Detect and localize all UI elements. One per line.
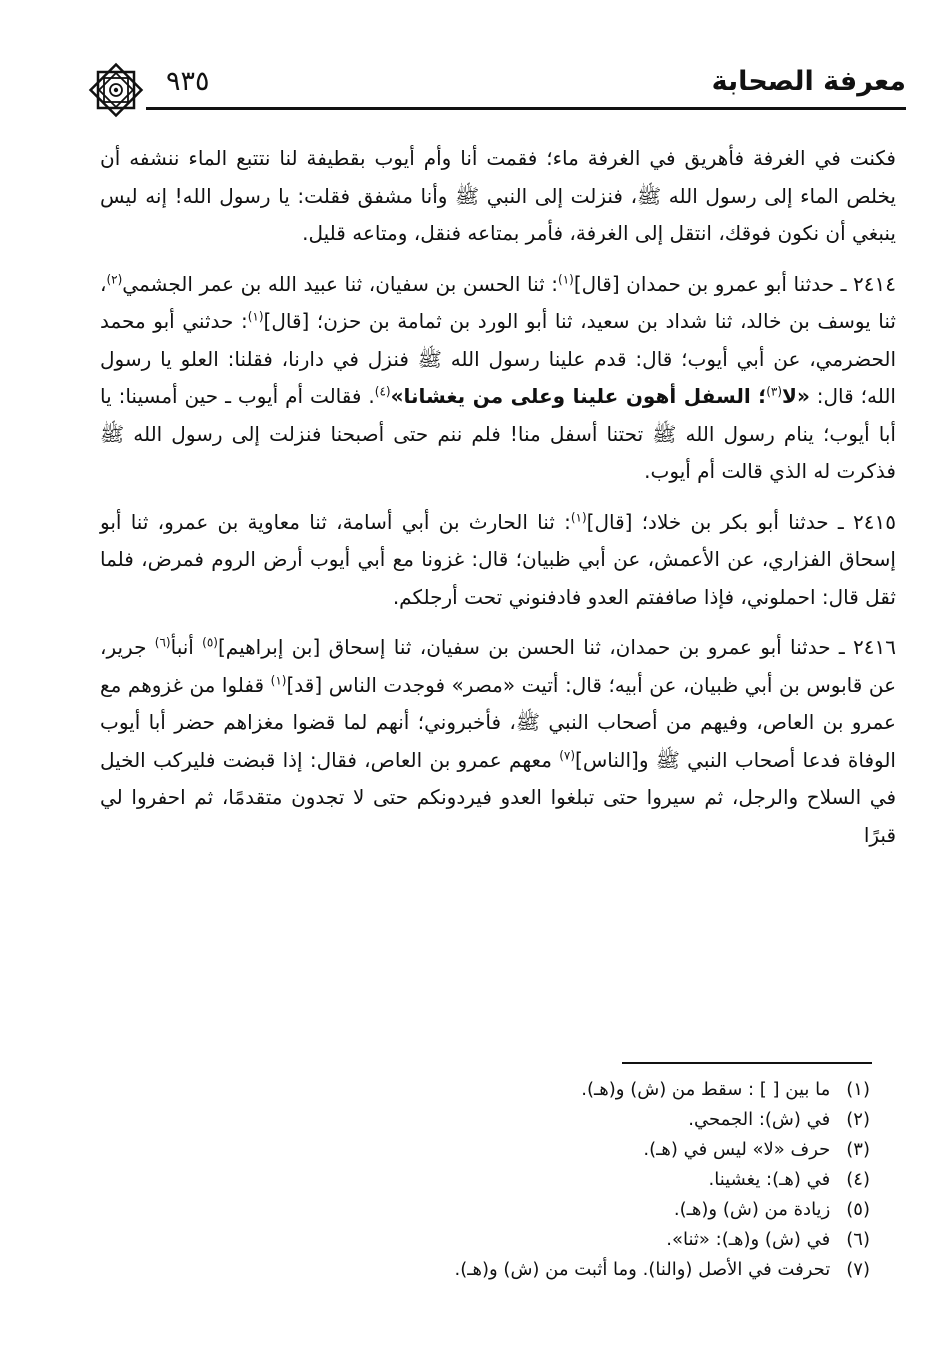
main-text	[100, 140, 896, 854]
footnote-item: (٧) تحرفت في الأصل (والنا). وما أثبت من (ش) و(هـ).	[454, 1259, 870, 1280]
footnote-ref: (١)	[558, 271, 574, 286]
page-number: ٩٣٥	[166, 66, 210, 97]
footnote-rule	[622, 1062, 872, 1064]
footnote-ref: (٦)	[154, 635, 171, 650]
page-header	[86, 60, 906, 110]
footnote-ref: (١)	[570, 509, 587, 524]
octagram-ornament-icon	[86, 60, 146, 120]
paragraph-hadith-2415: ٢٤١٥ ـ حدثنا أبو بكر بن خلاد؛ [قال]$^{(١)}$: ثنا الحارث بن أبي أسامة، ثنا معاوية بن عمرو، ثنا أبو إسحاق الفزاري، عن الأعمش، عن أبي ظبيان؛ قال: غزونا مع أبي أيوب أرض الروم فمرض، فلما ثقل قال: احملوني، فإذا صاففتم العدو فادفنوني تحت أرجلكم.	[100, 509, 896, 609]
footnote-ref: (٢)	[106, 271, 123, 286]
footnotes	[300, 1075, 870, 1285]
footnote-ref: (١)	[247, 309, 264, 324]
running-title: معرفة الصحابة	[711, 66, 906, 97]
paragraph-hadith-2416: ٢٤١٦ ـ حدثنا أبو عمرو بن حمدان، ثنا الحسن بن سفيان، ثنا إسحاق [بن إبراهيم]$^{(٥)}$ أنبأ$^{(٦)}$ جرير، عن قابوس بن أبي ظبيان، عن أبيه؛ قال: أتيت «مصر» فوجدت الناس [قد]$^{(١)}$ قفلوا من غزوهم مع عمرو بن العاص، وفيهم من أصحاب النبي ﷺ، فأخبروني؛ أنهم لما قضوا مغزاهم حضر أبا أيوب الوفاة فدعا أصحاب النبي ﷺ و[الناس]$^{(٧)}$ معهم عمرو بن العاص، فقال: إذا قبضت فليركب الخيل في السلاح والرجل، ثم سيروا حتى تبلغوا العدو فيردونكم حتى لا تجدون متقدمًا، ثم احفروا لي قبرًا	[100, 635, 897, 847]
footnote-ref: (١)	[270, 672, 287, 687]
footnote-item: (١) ما بين [ ] : سقط من (ش) و(هـ).	[581, 1079, 870, 1100]
footnote-item: (٥) زيادة من (ش) و(هـ).	[673, 1199, 870, 1220]
paragraph-continuation: فكنت في الغرفة فأهريق في الغرفة ماء؛ فقمت أنا وأم أيوب بقطيفة لنا نتتبع الماء ننشفه أن يخلص الماء إلى رسول الله ﷺ، فنزلت إلى النبي ﷺ وأنا مشفق فقلت: يا رسول الله! إنه ليس ينبغي أن نكون فوقك، انتقل إلى الغرفة، فأمر بمتاعه فنقل، ومتاعه قليل.	[100, 146, 896, 245]
footnote-ref: (٧)	[559, 747, 576, 762]
footnote-item: (٦) في (ش) و(هـ): «ثنا».	[666, 1229, 870, 1250]
paragraph-hadith-2414: ٢٤١٤ ـ حدثنا أبو عمرو بن حمدان [قال]$^{(١)}$: ثنا الحسن بن سفيان، ثنا عبيد الله بن عمر الجشمي$^{(٢)}$، ثنا يوسف بن خالد، ثنا شداد بن سعيد، ثنا أبو الورد بن ثمامة بن حزن؛ [قال]$^{(١)}$: حدثني أبو محمد الحضرمي، عن أبي أيوب؛ قال: قدم علينا رسول الله ﷺ فنزل في دارنا، فقلنا: العلو يا رسول الله؛ قال: «لا$^{(٣)}$؛ السفل أهون علينا وعلى من يغشانا»$^{(٤)}$. فقالت أم أيوب ـ حين أمسينا: يا أبا أيوب؛ ينام رسول الله ﷺ تحتنا أسفل منا! فلم ننم حتى أصبحنا فنزلت إلى رسول الله ﷺ فذكرت له الذي قالت أم أيوب.	[100, 271, 896, 483]
footnote-ref: (٣)	[766, 384, 783, 399]
footnote-item: (٣) حرف «لا» ليس في (هـ).	[643, 1139, 870, 1160]
footnote-ref: (٤)	[374, 384, 391, 399]
footnote-item: (٤) في (هـ): يغشينا.	[708, 1169, 870, 1190]
footnote-item: (٢) في (ش): الجمحي.	[688, 1109, 870, 1130]
header-rule	[146, 107, 906, 110]
footnote-ref: (٥)	[202, 635, 218, 650]
